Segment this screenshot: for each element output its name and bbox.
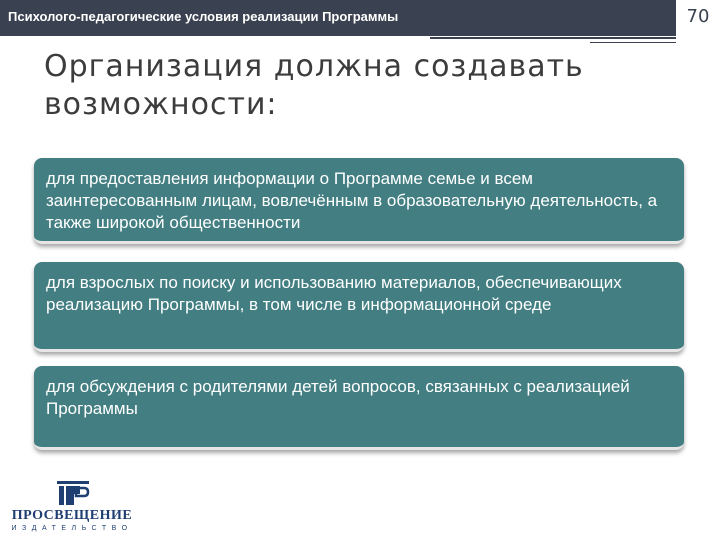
opportunity-card-1 — [34, 158, 684, 244]
opportunity-card-text: для взрослых по поиску и использованию материалов, обеспечивающих реализацию Программы, в том числе в информационной среде — [46, 273, 622, 314]
header-title: Психолого-педагогические условия реализации Программы — [8, 9, 399, 24]
publisher-subtitle: ИЗДАТЕЛЬСТВО — [11, 525, 133, 532]
publisher-name: ПРОСВЕЩЕНИЕ — [11, 508, 133, 523]
header-divider-line-short — [590, 42, 676, 43]
page-number: 70 — [686, 6, 710, 27]
opportunity-card-text: для обсуждения с родителями детей вопросов, связанных с реализацией Программы — [46, 377, 630, 418]
header-bar — [0, 0, 676, 36]
publisher-logo-icon — [56, 480, 90, 506]
slide-title: Организация должна создавать возможности: — [44, 49, 584, 122]
publisher-logo — [6, 480, 138, 536]
header-divider-line — [430, 37, 676, 39]
opportunity-card-text: для предоставления информации о Программе семье и всем заинтересованным лицам, вовлечённым в образовательную деятельность, а также широкой общественности — [46, 169, 658, 232]
opportunity-card-3 — [34, 366, 684, 450]
opportunity-card-2 — [34, 262, 684, 352]
